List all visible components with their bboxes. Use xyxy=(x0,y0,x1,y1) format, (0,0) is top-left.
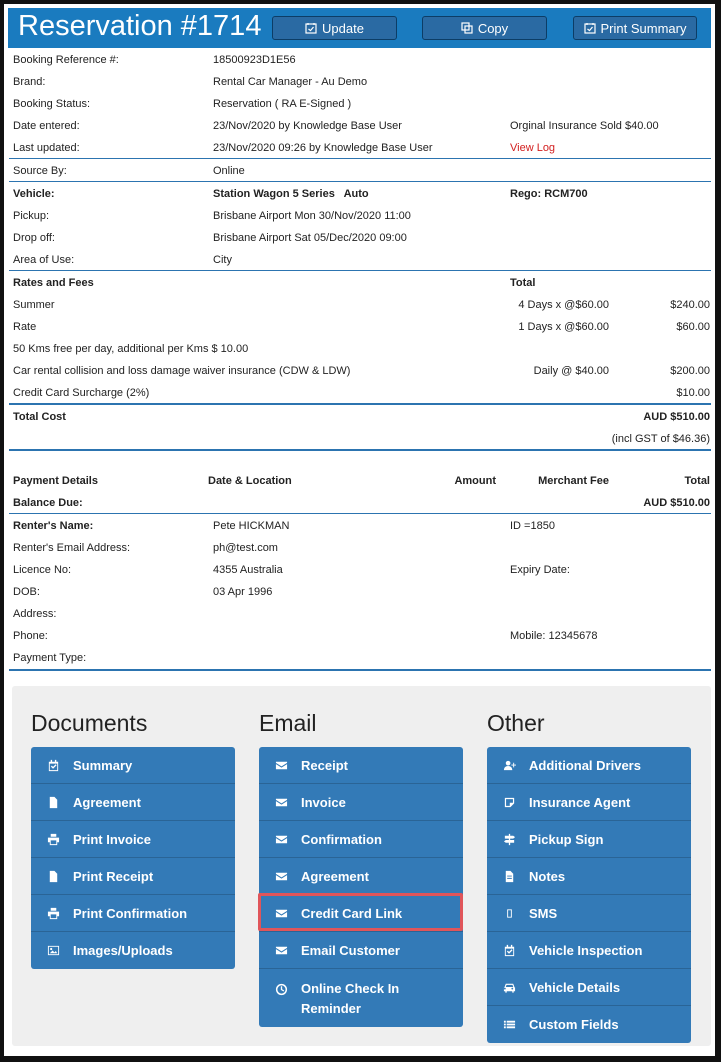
address-label: Address: xyxy=(13,608,57,620)
print-confirmation-button[interactable]: Print Confirmation xyxy=(31,895,235,932)
email-invoice-button[interactable]: Invoice xyxy=(259,784,463,821)
payment-type-label: Payment Type: xyxy=(13,652,87,664)
area-label: Area of Use: xyxy=(13,254,75,266)
rates-heading: Rates and Fees xyxy=(13,277,94,289)
email-receipt-button[interactable]: Receipt xyxy=(259,747,463,784)
update-button[interactable] xyxy=(272,16,397,40)
address-row xyxy=(13,604,710,624)
source-label: Source By: xyxy=(13,165,67,177)
rates-heading-row xyxy=(13,273,710,293)
pickup-value: Brisbane Airport Mon 30/Nov/2020 11:00 xyxy=(213,210,411,222)
renter-email-value: ph@test.com xyxy=(213,542,278,554)
divider xyxy=(9,669,711,671)
rate-label: Rate xyxy=(13,321,37,333)
source-row xyxy=(13,161,710,181)
email-agreement-button[interactable]: Agreement xyxy=(259,858,463,895)
documents-button-group xyxy=(31,747,235,969)
view-log-link[interactable]: View Log xyxy=(510,142,556,154)
insurance-note: Orginal Insurance Sold $40.00 xyxy=(510,120,659,132)
vehicle-row xyxy=(13,184,710,204)
vehicle-value: Station Wagon 5 Series Auto xyxy=(213,188,369,200)
email-title: Email xyxy=(259,710,317,736)
brand-value: Rental Car Manager - Au Demo xyxy=(213,76,368,88)
mobile-value: Mobile: 12345678 xyxy=(510,630,598,642)
print-invoice-button[interactable]: Print Invoice xyxy=(31,821,235,858)
licence-row xyxy=(13,560,710,580)
total-cost-row xyxy=(13,407,710,427)
rate-total: $60.00 xyxy=(676,321,710,333)
mobile-icon xyxy=(502,906,516,920)
total-cost-label: Total Cost xyxy=(13,411,66,423)
summer-total: $240.00 xyxy=(670,299,710,311)
balance-label: Balance Due: xyxy=(13,497,83,509)
last-updated-row xyxy=(13,138,710,158)
other-button-group xyxy=(487,747,691,1043)
divider xyxy=(9,181,711,182)
email-credit-card-link-button[interactable]: Credit Card Link xyxy=(259,895,463,932)
booking-ref-value: 18500923D1E56 xyxy=(213,54,296,66)
update-label: Update xyxy=(322,20,364,36)
envelope-icon xyxy=(274,832,288,846)
divider xyxy=(9,513,711,514)
print-icon xyxy=(46,906,60,920)
payment-details-heading: Payment Details xyxy=(13,475,98,487)
credit-card-link-highlight xyxy=(258,893,463,931)
gst-note: (incl GST of $46.36) xyxy=(611,433,710,445)
dropoff-value: Brisbane Airport Sat 05/Dec/2020 09:00 xyxy=(213,232,407,244)
print-receipt-button[interactable]: Print Receipt xyxy=(31,858,235,895)
documents-summary-button[interactable]: Summary xyxy=(31,747,235,784)
image-icon xyxy=(46,944,60,958)
renter-email-label: Renter's Email Address: xyxy=(13,542,131,554)
clock-icon xyxy=(274,982,288,996)
images-uploads-button[interactable]: Images/Uploads xyxy=(31,932,235,969)
print-summary-label: Print Summary xyxy=(600,20,687,36)
pickup-label: Pickup: xyxy=(13,210,50,222)
expiry-label: Expiry Date: xyxy=(510,564,570,576)
vehicle-label: Vehicle: xyxy=(13,188,55,200)
divider xyxy=(9,270,711,271)
envelope-icon xyxy=(274,795,288,809)
renter-email-row xyxy=(13,538,710,558)
copy-icon xyxy=(461,22,473,34)
cdw-total: $200.00 xyxy=(670,365,710,377)
divider xyxy=(9,158,711,159)
renter-name-row xyxy=(13,516,710,536)
email-button-group xyxy=(259,747,463,1027)
date-entered-row xyxy=(13,116,710,136)
last-updated-label: Last updated: xyxy=(13,142,80,154)
divider xyxy=(9,449,711,451)
envelope-icon xyxy=(274,758,288,772)
cc-total: $10.00 xyxy=(676,387,710,399)
area-value: City xyxy=(213,254,232,266)
rate-line-cdw xyxy=(13,361,710,381)
renter-name-label: Renter's Name: xyxy=(13,520,94,532)
status-value: Reservation ( RA E-Signed ) xyxy=(213,98,352,110)
calendar-check-icon xyxy=(46,758,60,772)
amount-heading: Amount xyxy=(454,475,496,487)
date-location-heading: Date & Location xyxy=(208,475,292,487)
file-icon xyxy=(46,795,60,809)
reservation-header xyxy=(8,8,711,48)
envelope-icon xyxy=(274,943,288,957)
documents-agreement-button[interactable]: Agreement xyxy=(31,784,235,821)
dropoff-row xyxy=(13,228,710,248)
balance-value: AUD $510.00 xyxy=(643,497,710,509)
status-label: Booking Status: xyxy=(13,98,91,110)
summer-calc: 4 Days x @$60.00 xyxy=(518,299,609,311)
rate-calc: 1 Days x @$60.00 xyxy=(518,321,609,333)
vehicle-details-button[interactable]: Vehicle Details xyxy=(487,969,691,1006)
copy-button[interactable] xyxy=(422,16,547,40)
dropoff-label: Drop off: xyxy=(13,232,55,244)
online-checkin-reminder-button[interactable]: Online Check In Reminder xyxy=(259,969,463,1027)
vehicle-inspection-button[interactable]: Vehicle Inspection xyxy=(487,932,691,969)
rego-value: Rego: RCM700 xyxy=(510,188,588,200)
licence-label: Licence No: xyxy=(13,564,72,576)
source-value: Online xyxy=(213,165,245,177)
custom-fields-button[interactable]: Custom Fields xyxy=(487,1006,691,1043)
additional-drivers-button[interactable]: Additional Drivers xyxy=(487,747,691,784)
signpost-icon xyxy=(502,832,516,846)
other-title: Other xyxy=(487,710,545,736)
document-icon xyxy=(502,869,516,883)
brand-row xyxy=(13,72,710,92)
date-entered-label: Date entered: xyxy=(13,120,80,132)
list-icon xyxy=(502,1018,516,1032)
licence-value: 4355 Australia xyxy=(213,564,283,576)
pickup-row xyxy=(13,206,710,226)
total-heading: Total xyxy=(684,475,710,487)
status-row xyxy=(13,94,710,114)
email-confirmation-button[interactable]: Confirmation xyxy=(259,821,463,858)
pickup-sign-button[interactable]: Pickup Sign xyxy=(487,821,691,858)
rate-line-cc xyxy=(13,383,710,403)
envelope-icon xyxy=(274,869,288,883)
car-icon xyxy=(502,980,516,994)
page-title: Reservation #1714 xyxy=(18,10,262,42)
divider xyxy=(9,403,711,405)
renter-id-value: ID =1850 xyxy=(510,520,555,532)
cdw-calc: Daily @ $40.00 xyxy=(533,365,609,377)
dob-label: DOB: xyxy=(13,586,40,598)
insurance-agent-button[interactable]: Insurance Agent xyxy=(487,784,691,821)
dob-row xyxy=(13,582,710,602)
date-entered-value: 23/Nov/2020 by Knowledge Base User xyxy=(213,120,402,132)
documents-title: Documents xyxy=(31,710,148,736)
rate-line-summer xyxy=(13,295,710,315)
payment-header-row xyxy=(13,471,710,491)
total-cost-value: AUD $510.00 xyxy=(643,411,710,423)
kms-note: 50 Kms free per day, additional per Kms $ 10.00 xyxy=(13,343,249,355)
payment-type-row xyxy=(13,648,710,668)
calendar-check-icon xyxy=(305,22,317,34)
user-plus-icon xyxy=(502,758,516,772)
print-summary-button[interactable] xyxy=(573,16,697,40)
balance-row xyxy=(13,493,710,513)
booking-ref-row xyxy=(13,50,710,70)
print-icon xyxy=(46,832,60,846)
booking-ref-label: Booking Reference #: xyxy=(13,54,119,66)
last-updated-value: 23/Nov/2020 09:26 by Knowledge Base User xyxy=(213,142,433,154)
phone-row xyxy=(13,626,710,646)
dob-value: 03 Apr 1996 xyxy=(213,586,273,598)
gst-row xyxy=(13,429,710,449)
copy-label: Copy xyxy=(477,20,509,36)
brand-label: Brand: xyxy=(13,76,46,88)
summer-label: Summer xyxy=(13,299,55,311)
sms-button[interactable]: SMS xyxy=(487,895,691,932)
cdw-label: Car rental collision and loss damage waiver insurance (CDW & LDW) xyxy=(13,365,351,377)
kms-note-row xyxy=(13,339,710,359)
merchant-fee-heading: Merchant Fee xyxy=(538,475,609,487)
sticky-note-icon xyxy=(502,795,516,809)
calendar-check-icon xyxy=(584,22,596,34)
cc-label: Credit Card Surcharge (2%) xyxy=(13,387,150,399)
notes-button[interactable]: Notes xyxy=(487,858,691,895)
rate-line-rate xyxy=(13,317,710,337)
email-customer-button[interactable]: Email Customer xyxy=(259,932,463,969)
renter-name-value: Pete HICKMAN xyxy=(213,520,290,532)
file-icon xyxy=(46,869,60,883)
calendar-check-icon xyxy=(502,943,516,957)
rates-total-heading: Total xyxy=(510,277,536,289)
area-row xyxy=(13,250,710,270)
phone-label: Phone: xyxy=(13,630,48,642)
